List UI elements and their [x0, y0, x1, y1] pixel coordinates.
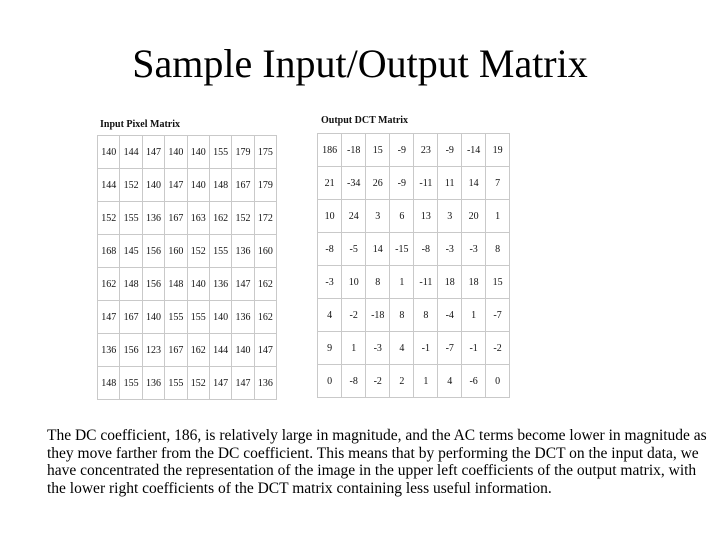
matrix-cell: 24 [342, 200, 366, 233]
matrix-cell: 1 [414, 365, 438, 398]
matrix-cell: 136 [209, 268, 231, 301]
matrix-cell: 1 [462, 299, 486, 332]
matrix-cell: 179 [232, 136, 254, 169]
output-dct-matrix [317, 133, 510, 398]
matrix-cell: 162 [187, 334, 209, 367]
matrix-cell: 1 [390, 266, 414, 299]
matrix-cell: 123 [142, 334, 164, 367]
matrix-cell: 147 [165, 169, 187, 202]
matrix-cell: 8 [390, 299, 414, 332]
matrix-cell: 8 [486, 233, 510, 266]
matrix-cell: 186 [318, 134, 342, 167]
matrix-cell: -8 [414, 233, 438, 266]
matrix-cell: 167 [165, 334, 187, 367]
matrix-cell: 15 [366, 134, 390, 167]
matrix-cell: 140 [187, 136, 209, 169]
matrix-cell: 144 [120, 136, 142, 169]
matrix-cell: 152 [98, 202, 120, 235]
matrix-cell: -2 [366, 365, 390, 398]
matrix-cell: 140 [165, 136, 187, 169]
matrix-cell: -18 [342, 134, 366, 167]
matrix-row [98, 367, 277, 400]
matrix-cell: -9 [438, 134, 462, 167]
matrix-cell: -2 [486, 332, 510, 365]
matrix-cell: 18 [438, 266, 462, 299]
matrix-cell: 162 [254, 268, 276, 301]
matrix-cell: 144 [209, 334, 231, 367]
matrix-cell: 21 [318, 167, 342, 200]
matrix-cell: -3 [438, 233, 462, 266]
matrix-cell: 147 [98, 301, 120, 334]
matrix-cell: 0 [318, 365, 342, 398]
matrix-cell: 152 [187, 367, 209, 400]
matrix-cell: 15 [486, 266, 510, 299]
matrix-row [98, 301, 277, 334]
matrix-row [98, 202, 277, 235]
matrix-cell: 156 [120, 334, 142, 367]
matrix-cell: 10 [318, 200, 342, 233]
matrix-cell: 163 [187, 202, 209, 235]
matrix-cell: -18 [366, 299, 390, 332]
matrix-cell: -11 [414, 266, 438, 299]
matrix-cell: 155 [120, 202, 142, 235]
matrix-cell: 140 [98, 136, 120, 169]
matrix-cell: -15 [390, 233, 414, 266]
matrix-cell: 136 [142, 367, 164, 400]
matrix-cell: 160 [165, 235, 187, 268]
matrix-row [318, 266, 510, 299]
caption-text: The DC coefficient, 186, is relatively large in magnitude, and the AC terms become lower in magnitude as they move farther from the DC coefficient. This means that by performing the DCT on the input data, we have concentrated the representation of the image in the upper left coefficients of the output matrix, with the lower right coefficients of the DCT matrix containing less useful information. [47, 427, 707, 498]
matrix-cell: 10 [342, 266, 366, 299]
matrix-cell: 136 [142, 202, 164, 235]
matrix-cell: 148 [120, 268, 142, 301]
matrix-cell: -34 [342, 167, 366, 200]
matrix-cell: 160 [254, 235, 276, 268]
matrix-cell: 162 [254, 301, 276, 334]
matrix-cell: -1 [462, 332, 486, 365]
matrix-cell: 156 [142, 268, 164, 301]
matrix-cell: 152 [232, 202, 254, 235]
matrix-cell: 145 [120, 235, 142, 268]
matrix-cell: 14 [366, 233, 390, 266]
matrix-cell: 19 [486, 134, 510, 167]
matrix-cell: 152 [187, 235, 209, 268]
matrix-cell: 7 [486, 167, 510, 200]
matrix-cell: 155 [209, 136, 231, 169]
matrix-cell: 140 [142, 169, 164, 202]
matrix-cell: 3 [366, 200, 390, 233]
matrix-cell: 0 [486, 365, 510, 398]
matrix-cell: 147 [232, 268, 254, 301]
matrix-cell: 140 [187, 268, 209, 301]
matrix-row [318, 167, 510, 200]
matrix-cell: 6 [390, 200, 414, 233]
matrix-cell: 147 [254, 334, 276, 367]
matrix-cell: -3 [318, 266, 342, 299]
matrix-row [318, 332, 510, 365]
matrix-cell: 136 [232, 235, 254, 268]
matrix-cell: 167 [120, 301, 142, 334]
matrix-cell: 9 [318, 332, 342, 365]
matrix-cell: 4 [390, 332, 414, 365]
matrix-cell: 14 [462, 167, 486, 200]
matrix-cell: 147 [232, 367, 254, 400]
matrix-cell: -11 [414, 167, 438, 200]
matrix-cell: -8 [318, 233, 342, 266]
matrix-cell: 175 [254, 136, 276, 169]
slide-title: Sample Input/Output Matrix [132, 41, 588, 86]
matrix-row [98, 169, 277, 202]
matrix-row [318, 134, 510, 167]
matrix-cell: 156 [142, 235, 164, 268]
matrix-cell: 147 [209, 367, 231, 400]
matrix-cell: -3 [462, 233, 486, 266]
matrix-cell: 155 [165, 367, 187, 400]
matrix-cell: 144 [98, 169, 120, 202]
output-matrix-label: Output DCT Matrix [321, 115, 409, 126]
matrix-cell: -1 [414, 332, 438, 365]
matrix-cell: 20 [462, 200, 486, 233]
matrix-cell: 13 [414, 200, 438, 233]
matrix-cell: 179 [254, 169, 276, 202]
matrix-row [318, 233, 510, 266]
matrix-cell: 1 [342, 332, 366, 365]
matrix-cell: 172 [254, 202, 276, 235]
matrix-cell: 155 [165, 301, 187, 334]
matrix-cell: -4 [438, 299, 462, 332]
matrix-cell: 148 [165, 268, 187, 301]
matrix-cell: 148 [209, 169, 231, 202]
matrix-cell: 167 [232, 169, 254, 202]
matrix-cell: 155 [209, 235, 231, 268]
matrix-cell: 140 [142, 301, 164, 334]
matrix-cell: 2 [390, 365, 414, 398]
matrix-row [318, 365, 510, 398]
matrix-cell: 136 [232, 301, 254, 334]
matrix-cell: -9 [390, 167, 414, 200]
matrix-cell: -7 [438, 332, 462, 365]
matrix-cell: -5 [342, 233, 366, 266]
matrix-row [318, 299, 510, 332]
matrix-cell: -8 [342, 365, 366, 398]
matrix-cell: 140 [232, 334, 254, 367]
matrix-cell: 152 [120, 169, 142, 202]
matrix-cell: 162 [209, 202, 231, 235]
matrix-cell: -14 [462, 134, 486, 167]
matrix-row [98, 334, 277, 367]
matrix-cell: 8 [366, 266, 390, 299]
matrix-cell: 162 [98, 268, 120, 301]
matrix-row [318, 200, 510, 233]
matrix-cell: 18 [462, 266, 486, 299]
matrix-cell: 155 [120, 367, 142, 400]
matrix-cell: 148 [98, 367, 120, 400]
matrix-cell: 26 [366, 167, 390, 200]
matrix-cell: 140 [209, 301, 231, 334]
matrix-row [98, 235, 277, 268]
matrix-cell: 136 [98, 334, 120, 367]
matrix-cell: 168 [98, 235, 120, 268]
input-matrix-label: Input Pixel Matrix [100, 119, 180, 130]
matrix-cell: -3 [366, 332, 390, 365]
matrix-cell: 11 [438, 167, 462, 200]
matrix-cell: 4 [318, 299, 342, 332]
matrix-cell: -7 [486, 299, 510, 332]
matrix-cell: 4 [438, 365, 462, 398]
matrix-cell: -9 [390, 134, 414, 167]
matrix-cell: -2 [342, 299, 366, 332]
matrix-cell: 140 [187, 169, 209, 202]
matrix-cell: 155 [187, 301, 209, 334]
input-pixel-matrix [97, 135, 277, 400]
matrix-cell: 147 [142, 136, 164, 169]
matrix-row [98, 136, 277, 169]
matrix-cell: 136 [254, 367, 276, 400]
matrix-row [98, 268, 277, 301]
matrix-cell: 23 [414, 134, 438, 167]
matrix-cell: 167 [165, 202, 187, 235]
matrix-cell: 3 [438, 200, 462, 233]
matrix-cell: 1 [486, 200, 510, 233]
matrix-cell: -6 [462, 365, 486, 398]
matrix-cell: 8 [414, 299, 438, 332]
